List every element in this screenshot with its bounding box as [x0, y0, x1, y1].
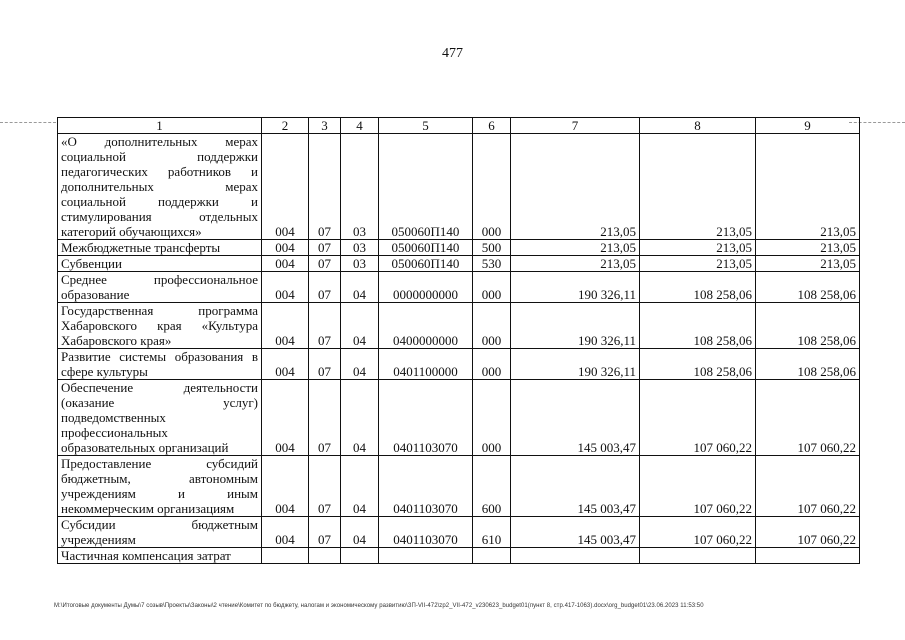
table-row — [58, 548, 860, 564]
expense-type-cell: 000 — [473, 380, 511, 456]
ministry-code-cell: 004 — [262, 256, 309, 272]
subsection-code-cell: 04 — [341, 380, 379, 456]
row-name-line: сфере культуры — [61, 364, 148, 379]
target-article-cell: 0400000000 — [379, 303, 473, 349]
subsection-code-cell: 03 — [341, 256, 379, 272]
target-article-cell: 0401100000 — [379, 349, 473, 380]
section-code-cell: 07 — [309, 272, 341, 303]
column-header-9: 9 — [756, 118, 860, 134]
target-article-cell — [379, 548, 473, 564]
table-row — [58, 456, 860, 517]
budget-table — [57, 117, 860, 564]
row-name-line: Частичная компенсация затрат — [61, 548, 231, 563]
target-article-cell: 050060П140 — [379, 240, 473, 256]
section-code-cell — [309, 548, 341, 564]
amount-year2-cell: 107 060,22 — [640, 380, 756, 456]
row-name-line: некоммерческим организациям — [61, 501, 235, 516]
file-path-footer: М:\Итоговые документы Думы\7 созыв\Проекты\Законы\2 чтение\Комитет по бюджету, налогам и экономическому развитию\ЗП-VII-472\zp2_VII-472_v230623_budget01(пункт 8, стр.417-1063).docx\org_budget01\23.06.2023 11:53:50 — [54, 603, 704, 609]
target-article-cell: 050060П140 — [379, 256, 473, 272]
column-header-7: 7 — [511, 118, 640, 134]
ministry-code-cell: 004 — [262, 272, 309, 303]
table-row — [58, 380, 860, 456]
row-name-cell — [58, 256, 262, 272]
amount-year3-cell: 108 258,06 — [756, 272, 860, 303]
amount-year1-cell: 145 003,47 — [511, 456, 640, 517]
ministry-code-cell: 004 — [262, 456, 309, 517]
table-row — [58, 517, 860, 548]
amount-year2-cell: 107 060,22 — [640, 456, 756, 517]
amount-year2-cell: 213,05 — [640, 256, 756, 272]
amount-year2-cell: 108 258,06 — [640, 272, 756, 303]
ministry-code-cell: 004 — [262, 517, 309, 548]
row-name-cell — [58, 303, 262, 349]
ministry-code-cell: 004 — [262, 380, 309, 456]
amount-year2-cell: 213,05 — [640, 240, 756, 256]
subsection-code-cell: 04 — [341, 456, 379, 517]
row-name-line: Хабаровского края» — [61, 333, 172, 348]
section-code-cell: 07 — [309, 240, 341, 256]
row-name-cell — [58, 134, 262, 240]
row-name-line: (оказание услуг) — [61, 395, 258, 410]
target-article-cell: 050060П140 — [379, 134, 473, 240]
amount-year3-cell: 108 258,06 — [756, 349, 860, 380]
expense-type-cell: 000 — [473, 134, 511, 240]
column-header-3: 3 — [309, 118, 341, 134]
row-name-line: социальной поддержки — [61, 149, 258, 164]
row-name-line: стимулирования отдельных — [61, 209, 258, 224]
table-row — [58, 349, 860, 380]
subsection-code-cell: 04 — [341, 517, 379, 548]
amount-year2-cell: 108 258,06 — [640, 303, 756, 349]
column-header-6: 6 — [473, 118, 511, 134]
amount-year3-cell: 213,05 — [756, 256, 860, 272]
row-name-line: подведомственных — [61, 410, 166, 425]
amount-year1-cell: 190 326,11 — [511, 349, 640, 380]
left-margin-dashed-line — [0, 122, 56, 123]
row-name-line: Предоставление субсидий — [61, 456, 258, 471]
row-name-line: Обеспечение деятельности — [61, 380, 258, 395]
row-name-line: учреждениям — [61, 532, 136, 547]
section-code-cell: 07 — [309, 256, 341, 272]
row-name-line: Развитие системы образования в — [61, 349, 258, 364]
amount-year1-cell: 145 003,47 — [511, 517, 640, 548]
subsection-code-cell: 03 — [341, 240, 379, 256]
subsection-code-cell: 03 — [341, 134, 379, 240]
row-name-line: Субсидии бюджетным — [61, 517, 258, 532]
row-name-cell — [58, 456, 262, 517]
amount-year1-cell — [511, 548, 640, 564]
column-header-1: 1 — [58, 118, 262, 134]
row-name-cell — [58, 517, 262, 548]
row-name-line: учреждениям и иным — [61, 486, 258, 501]
column-header-8: 8 — [640, 118, 756, 134]
ministry-code-cell: 004 — [262, 134, 309, 240]
amount-year2-cell — [640, 548, 756, 564]
section-code-cell: 07 — [309, 349, 341, 380]
amount-year1-cell: 145 003,47 — [511, 380, 640, 456]
table-row — [58, 134, 860, 240]
amount-year3-cell: 213,05 — [756, 134, 860, 240]
row-name-cell — [58, 380, 262, 456]
target-article-cell: 0401103070 — [379, 517, 473, 548]
amount-year3-cell — [756, 548, 860, 564]
row-name-cell — [58, 548, 262, 564]
amount-year3-cell: 107 060,22 — [756, 380, 860, 456]
row-name-line: Межбюджетные трансферты — [61, 240, 221, 255]
ministry-code-cell: 004 — [262, 240, 309, 256]
amount-year3-cell: 213,05 — [756, 240, 860, 256]
amount-year3-cell: 107 060,22 — [756, 517, 860, 548]
section-code-cell: 07 — [309, 517, 341, 548]
amount-year1-cell: 190 326,11 — [511, 303, 640, 349]
row-name-cell — [58, 272, 262, 303]
expense-type-cell: 530 — [473, 256, 511, 272]
amount-year2-cell: 108 258,06 — [640, 349, 756, 380]
expense-type-cell — [473, 548, 511, 564]
section-code-cell: 07 — [309, 134, 341, 240]
subsection-code-cell: 04 — [341, 303, 379, 349]
table-row — [58, 240, 860, 256]
expense-type-cell: 000 — [473, 272, 511, 303]
row-name-line: категорий обучающихся» — [61, 224, 202, 239]
row-name-line: Государственная программа — [61, 303, 258, 318]
column-header-2: 2 — [262, 118, 309, 134]
expense-type-cell: 600 — [473, 456, 511, 517]
subsection-code-cell — [341, 548, 379, 564]
row-name-line: Хабаровского края «Культура — [61, 318, 258, 333]
expense-type-cell: 610 — [473, 517, 511, 548]
ministry-code-cell — [262, 548, 309, 564]
amount-year1-cell: 213,05 — [511, 240, 640, 256]
amount-year1-cell: 190 326,11 — [511, 272, 640, 303]
row-name-line: Субвенции — [61, 256, 122, 271]
row-name-line: образовательных организаций — [61, 440, 229, 455]
target-article-cell: 0401103070 — [379, 456, 473, 517]
ministry-code-cell: 004 — [262, 349, 309, 380]
table-header-row — [58, 118, 860, 134]
table-row — [58, 256, 860, 272]
row-name-line: профессиональных — [61, 425, 168, 440]
subsection-code-cell: 04 — [341, 349, 379, 380]
amount-year3-cell: 107 060,22 — [756, 456, 860, 517]
ministry-code-cell: 004 — [262, 303, 309, 349]
expense-type-cell: 500 — [473, 240, 511, 256]
row-name-line: социальной поддержки и — [61, 194, 258, 209]
target-article-cell: 0000000000 — [379, 272, 473, 303]
section-code-cell: 07 — [309, 303, 341, 349]
row-name-line: «О дополнительных мерах — [61, 134, 258, 149]
row-name-cell — [58, 240, 262, 256]
row-name-line: Среднее профессиональное — [61, 272, 258, 287]
row-name-line: дополнительных мерах — [61, 179, 258, 194]
column-header-4: 4 — [341, 118, 379, 134]
section-code-cell: 07 — [309, 380, 341, 456]
target-article-cell: 0401103070 — [379, 380, 473, 456]
amount-year1-cell: 213,05 — [511, 134, 640, 240]
column-header-5: 5 — [379, 118, 473, 134]
subsection-code-cell: 04 — [341, 272, 379, 303]
amount-year3-cell: 108 258,06 — [756, 303, 860, 349]
expense-type-cell: 000 — [473, 349, 511, 380]
table-body — [58, 134, 860, 564]
row-name-line: образование — [61, 287, 130, 302]
amount-year1-cell: 213,05 — [511, 256, 640, 272]
row-name-line: педагогических работников и — [61, 164, 258, 179]
table-row — [58, 303, 860, 349]
row-name-cell — [58, 349, 262, 380]
page-number: 477 — [442, 46, 463, 61]
expense-type-cell: 000 — [473, 303, 511, 349]
amount-year2-cell: 213,05 — [640, 134, 756, 240]
table-row — [58, 272, 860, 303]
row-name-line: бюджетным, автономным — [61, 471, 258, 486]
amount-year2-cell: 107 060,22 — [640, 517, 756, 548]
section-code-cell: 07 — [309, 456, 341, 517]
